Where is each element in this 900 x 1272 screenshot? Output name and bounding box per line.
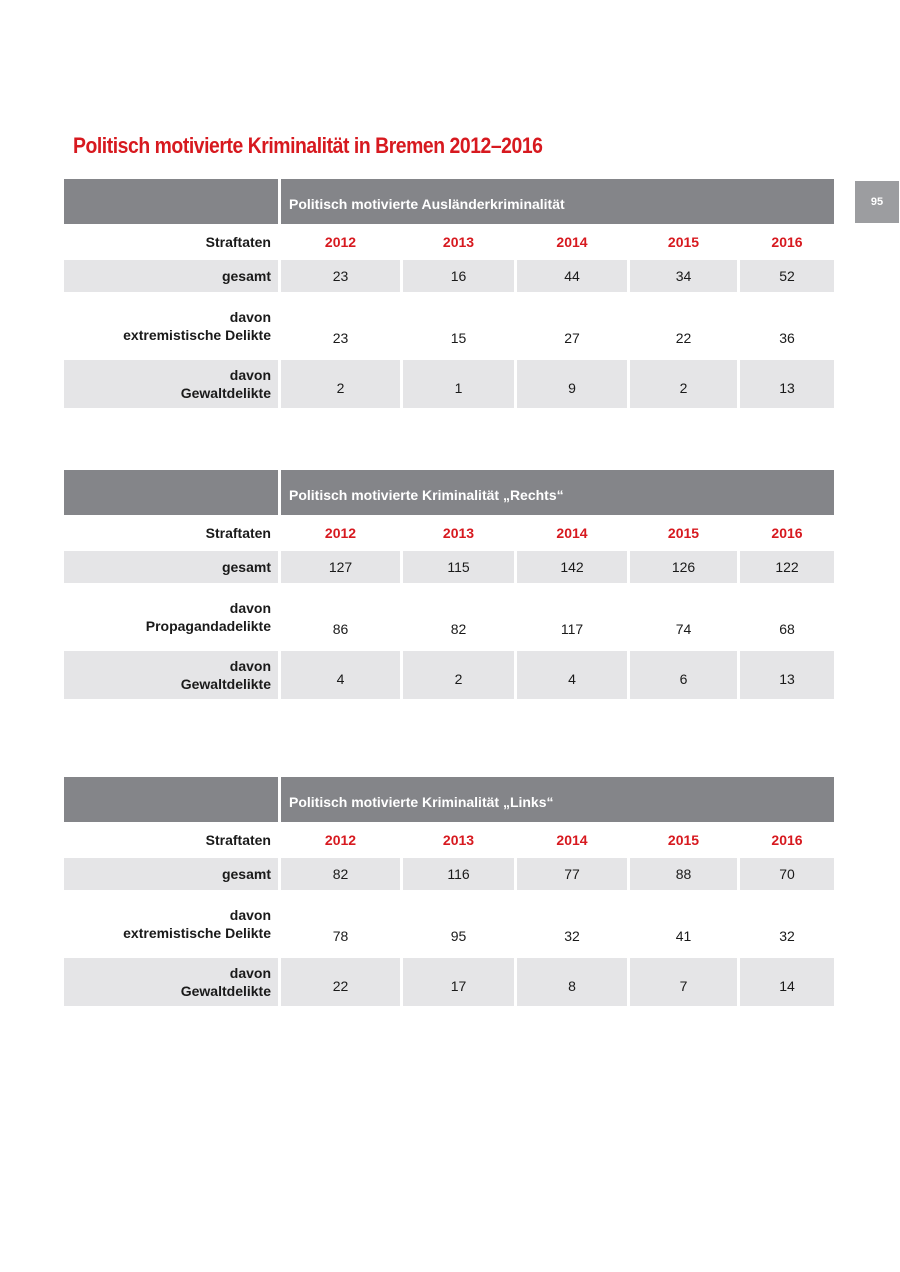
- table-cell-value: 2: [630, 360, 737, 408]
- table-cell-value: 78: [332, 928, 349, 944]
- table-heading: Politisch motivierte Kriminalität „Rechts“: [281, 470, 834, 515]
- table-cell-value: 52: [740, 260, 834, 292]
- table-cell-value: 70: [740, 858, 834, 890]
- table-cell-value: 34: [630, 260, 737, 292]
- table-year-row: [64, 822, 834, 858]
- row-label: [64, 587, 278, 647]
- row-label-line-1: davon: [229, 658, 271, 674]
- year-header: 2012: [324, 234, 357, 250]
- row-label-line-1: gesamt: [221, 866, 271, 882]
- table-cell-value: 13: [740, 651, 834, 699]
- year-header: 2014: [556, 832, 588, 848]
- table-cell-value: 27: [564, 330, 580, 346]
- table-cell-value: 115: [403, 551, 514, 583]
- row-label-line-1: davon: [229, 600, 271, 616]
- row-label-line-2: extremistische Delikte: [123, 925, 271, 941]
- table-cell-value: 82: [450, 621, 467, 637]
- year-header: 2012: [324, 832, 357, 848]
- table-cell-value: 2: [403, 651, 514, 699]
- row-label-line-1: davon: [229, 965, 271, 981]
- table-heading-corner: [64, 470, 278, 515]
- year-header: 2015: [667, 234, 700, 250]
- table-heading: Politisch motivierte Ausländerkriminalität: [281, 179, 834, 224]
- table-cell-value: 127: [281, 551, 400, 583]
- year-header: 2013: [442, 234, 475, 250]
- row-header-label: Straftaten: [205, 234, 271, 250]
- row-label-line-1: gesamt: [221, 268, 271, 284]
- table-cell-value: 68: [779, 621, 795, 637]
- table-cell-value: 74: [675, 621, 692, 637]
- table-heading-row: [64, 777, 834, 822]
- table-row: [64, 858, 834, 890]
- row-label: [64, 260, 278, 292]
- table-cell-value: 41: [675, 928, 692, 944]
- table-cell-value: 1: [403, 360, 514, 408]
- statistics-table: [64, 470, 834, 699]
- table-row: [64, 551, 834, 583]
- table-cell-value: 122: [740, 551, 834, 583]
- row-label-line-2: Gewaltdelikte: [180, 983, 271, 999]
- table-cell-value: 117: [560, 621, 584, 637]
- row-label-line-1: davon: [229, 907, 271, 923]
- table-cell-value: 32: [564, 928, 580, 944]
- row-header-label: Straftaten: [205, 525, 271, 541]
- table-cell-value: 23: [281, 260, 400, 292]
- table-cell-value: 82: [281, 858, 400, 890]
- table-row: [64, 587, 834, 647]
- table-cell-value: 13: [740, 360, 834, 408]
- table-cell-value: 15: [450, 330, 467, 346]
- table-year-row: [64, 224, 834, 260]
- row-label: [64, 651, 278, 699]
- table-row: [64, 296, 834, 356]
- year-header: 2016: [771, 234, 803, 250]
- table-cell-value: 22: [281, 958, 400, 1006]
- table-row: [64, 651, 834, 699]
- year-header: 2016: [771, 525, 803, 541]
- table-cell-value: 86: [332, 621, 349, 637]
- table-heading-corner: [64, 777, 278, 822]
- table-heading-row: [64, 179, 834, 224]
- table-cell-value: 88: [630, 858, 737, 890]
- row-header-label: Straftaten: [205, 832, 271, 848]
- table-year-row: [64, 515, 834, 551]
- year-header: 2014: [556, 525, 588, 541]
- table-cell-value: 116: [403, 858, 514, 890]
- table-row: [64, 360, 834, 408]
- table-cell-value: 6: [630, 651, 737, 699]
- year-header: 2013: [442, 832, 475, 848]
- row-label-line-1: davon: [229, 309, 271, 325]
- row-label-line-2: Gewaltdelikte: [180, 676, 271, 692]
- table-cell-value: 2: [281, 360, 400, 408]
- table-cell-value: 8: [517, 958, 627, 1006]
- page-number-tab: 95: [855, 181, 899, 223]
- row-label: [64, 296, 278, 356]
- table-row: [64, 894, 834, 954]
- statistics-table: [64, 777, 834, 1006]
- table-heading-row: [64, 470, 834, 515]
- row-label-line-2: extremistische Delikte: [123, 327, 271, 343]
- table-cell-value: 7: [630, 958, 737, 1006]
- table-cell-value: 32: [779, 928, 795, 944]
- row-label: [64, 858, 278, 890]
- year-header: 2013: [442, 525, 475, 541]
- statistics-table: [64, 179, 834, 408]
- table-cell-value: 4: [281, 651, 400, 699]
- table-row: [64, 260, 834, 292]
- table-cell-value: 22: [675, 330, 692, 346]
- table-row: [64, 958, 834, 1006]
- table-cell-value: 4: [517, 651, 627, 699]
- year-header: 2015: [667, 525, 700, 541]
- year-header: 2015: [667, 832, 700, 848]
- table-cell-value: 44: [517, 260, 627, 292]
- table-cell-value: 95: [450, 928, 467, 944]
- table-cell-value: 23: [332, 330, 349, 346]
- year-header: 2016: [771, 832, 803, 848]
- table-heading-corner: [64, 179, 278, 224]
- year-header: 2014: [556, 234, 588, 250]
- row-label-line-2: Gewaltdelikte: [180, 385, 271, 401]
- row-label: [64, 958, 278, 1006]
- year-header: 2012: [324, 525, 357, 541]
- table-heading: Politisch motivierte Kriminalität „Links“: [281, 777, 834, 822]
- row-label: [64, 894, 278, 954]
- table-cell-value: 142: [517, 551, 627, 583]
- page-title: Politisch motivierte Kriminalität in Bremen 2012–2016: [73, 133, 543, 158]
- row-label-line-2: Propagandadelikte: [145, 618, 271, 634]
- table-cell-value: 36: [779, 330, 795, 346]
- table-cell-value: 16: [403, 260, 514, 292]
- table-cell-value: 17: [403, 958, 514, 1006]
- table-cell-value: 14: [740, 958, 834, 1006]
- row-label-line-1: gesamt: [221, 559, 271, 575]
- table-cell-value: 126: [630, 551, 737, 583]
- row-label: [64, 551, 278, 583]
- row-label: [64, 360, 278, 408]
- table-cell-value: 77: [517, 858, 627, 890]
- table-cell-value: 9: [517, 360, 627, 408]
- row-label-line-1: davon: [229, 367, 271, 383]
